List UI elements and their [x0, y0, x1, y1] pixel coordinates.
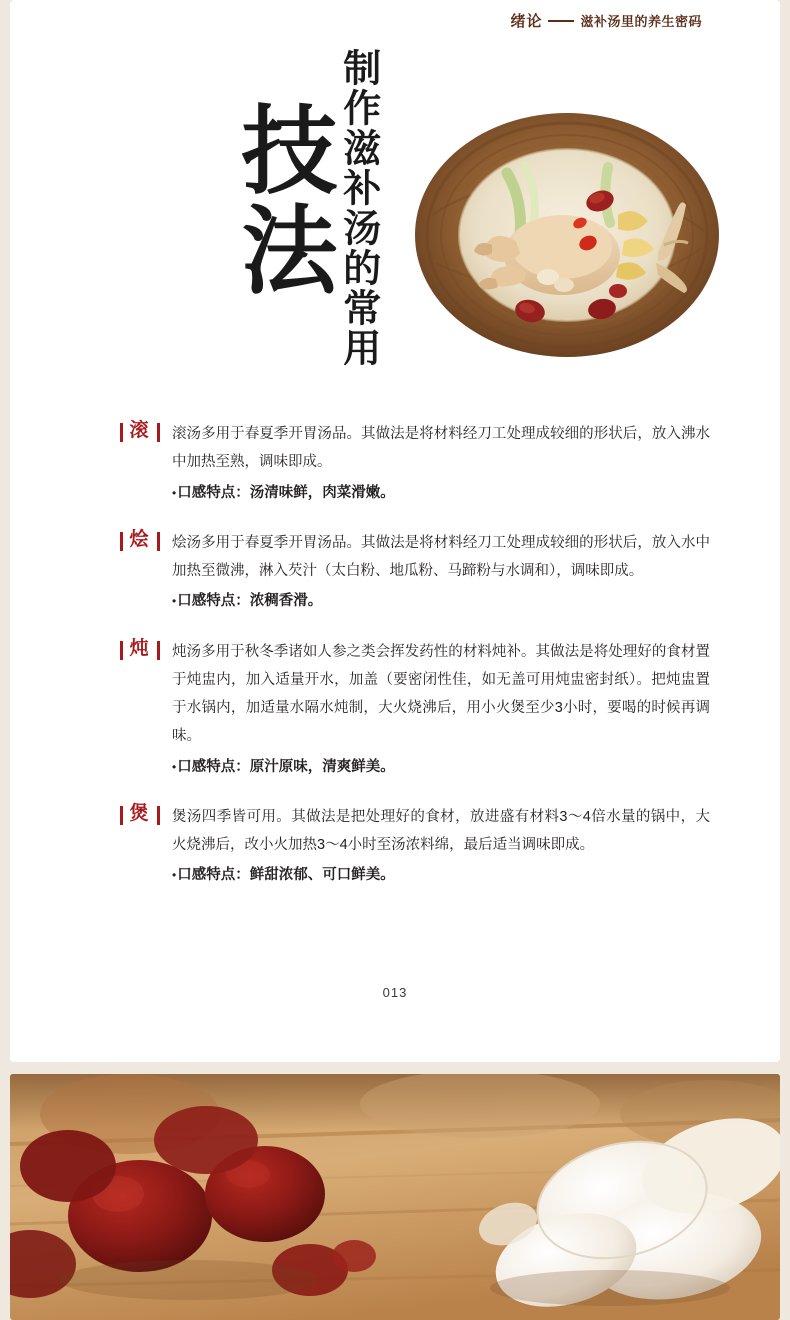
label-bar-right-icon: [157, 641, 160, 660]
entry-label-text: 烩: [129, 528, 149, 550]
entry-note-prefix: 口感特点：: [177, 484, 250, 501]
label-bar-right-icon: [157, 423, 160, 442]
title-line-small: 制作滋补汤的常用: [336, 48, 379, 368]
technique-list: [110, 420, 710, 912]
label-bar-left-icon: [120, 641, 123, 660]
entry-note-value: 鲜甜浓郁、可口鲜美。: [249, 867, 395, 884]
bottom-photo-band: [10, 1074, 780, 1320]
entry-label: [110, 638, 168, 781]
title-line-big: 技法: [227, 100, 335, 300]
header-chapter: 绪论: [510, 13, 543, 30]
entry-label: [110, 803, 168, 890]
bullet-icon: •: [172, 868, 177, 883]
entry-text: 滚汤多用于春夏季开胃汤品。其做法是将材料经刀工处理成较细的形状后，放入沸水中加热至熟，调味即成。: [172, 426, 710, 471]
content-sheet: [10, 0, 780, 1062]
entry-label-text: 炖: [129, 637, 149, 659]
entry-note: [172, 861, 710, 889]
entry-note-prefix: 口感特点：: [177, 758, 250, 775]
entry-text: 烩汤多用于春夏季开胃汤品。其做法是将材料经刀工处理成较细的形状后，放入水中加热至微沸，淋入芡汁（太白粉、地瓜粉、马蹄粉与水调和），调味即成。: [172, 534, 710, 580]
entry-note: [172, 753, 710, 781]
entry-label: [110, 420, 168, 507]
entry-text: 炖汤多用于秋冬季诸如人参之类会挥发药性的材料炖补。其做法是将处理好的食材置于炖盅内，加入适量开水，加盖（要密闭性佳，如无盖可用炖盅密封纸）。把炖盅置于水锅内，加适量水隔水炖制，大火烧沸后，用小火煲至少3小时，要喝的时候再调味。: [172, 643, 710, 745]
entry-note: [172, 587, 710, 615]
label-bar-left-icon: [120, 423, 123, 442]
bullet-icon: •: [172, 759, 177, 774]
list-item: [110, 803, 710, 890]
entry-note-value: 浓稠香滑。: [249, 593, 323, 610]
entry-note-value: 原汁原味，清爽鲜美。: [249, 758, 395, 775]
entry-note-prefix: 口感特点：: [177, 867, 250, 884]
bullet-icon: •: [172, 485, 177, 500]
soup-photo: [412, 95, 722, 370]
entry-note-prefix: 口感特点：: [177, 593, 250, 610]
list-item: [110, 529, 710, 616]
entry-note: [172, 479, 710, 507]
list-item: [110, 420, 710, 507]
header-dash-icon: [548, 20, 574, 22]
entry-label: [110, 529, 168, 616]
entry-body: [168, 529, 710, 616]
entry-body: [168, 638, 710, 781]
entry-body: [168, 803, 710, 890]
entry-label-text: 滚: [129, 420, 149, 441]
title-area: [10, 40, 780, 390]
header-subtitle: 滋补汤里的养生密码: [580, 14, 702, 29]
label-bar-right-icon: [157, 532, 160, 551]
label-bar-left-icon: [120, 532, 123, 551]
page-number: 013: [382, 985, 408, 1000]
entry-label-text: 煲: [129, 802, 149, 824]
entry-note-value: 汤清味鲜，肉菜滑嫩。: [249, 484, 395, 501]
list-item: [110, 638, 710, 781]
label-bar-right-icon: [157, 806, 160, 825]
entry-text: 煲汤四季皆可用。其做法是把处理好的食材，放进盛有材料3～4倍水量的锅中，大火烧沸后，改小火加热3～4小时至汤浓料绵，最后适当调味即成。: [172, 808, 710, 854]
running-header: [510, 10, 702, 31]
entry-body: [168, 420, 710, 507]
bullet-icon: •: [172, 594, 177, 609]
label-bar-left-icon: [120, 806, 123, 825]
